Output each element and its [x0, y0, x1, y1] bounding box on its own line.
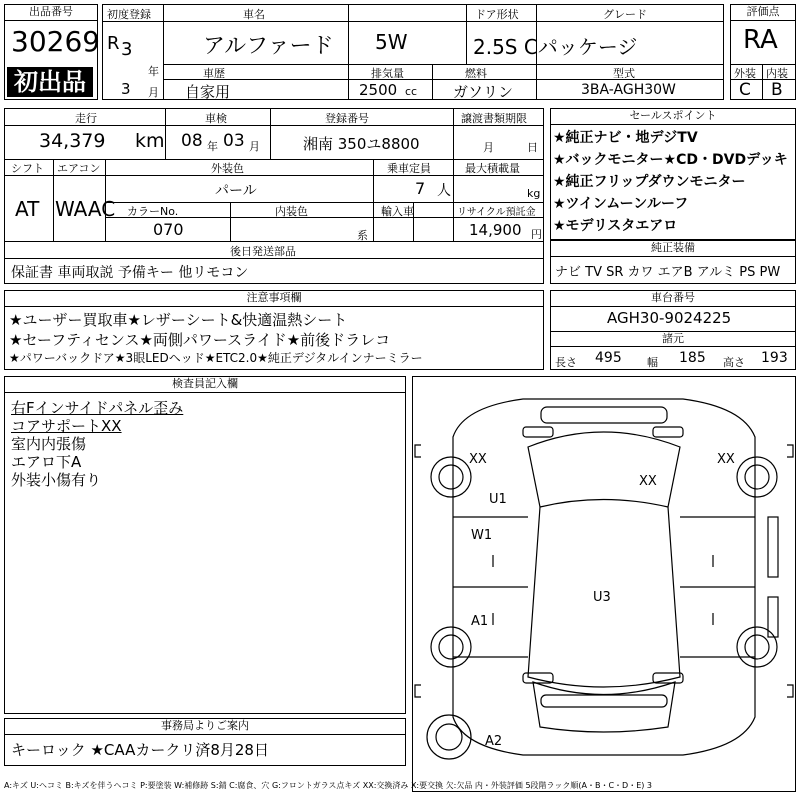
capacity-label: 乗車定員: [387, 162, 431, 175]
fuel: ガソリン: [453, 83, 514, 101]
interior-grade: B: [771, 80, 783, 100]
recycle-label: リサイクル預託金: [457, 207, 536, 218]
inspector-line: 外装小傷有り: [11, 471, 102, 489]
height-value: 193: [761, 350, 788, 366]
lot-label: 出品番号: [5, 5, 97, 21]
lot-box: [4, 4, 101, 100]
inspector-box: [4, 376, 406, 714]
notes-box: [4, 290, 544, 370]
car-diagram: [413, 377, 795, 791]
inspector-line: コアサポートXX: [11, 417, 122, 435]
details-box: [4, 108, 544, 284]
displacement-label: 排気量: [371, 67, 404, 80]
inspection-label: 車検: [205, 112, 227, 125]
displacement: 2500: [359, 81, 398, 99]
rating-label: 評価点: [731, 5, 795, 21]
color-no-value: 070: [153, 220, 184, 239]
damage-mark: U3: [593, 590, 611, 605]
plate-value: 湘南 350ユ8800: [303, 135, 420, 153]
sales-point-item: ★ツインムーンルーフ: [553, 196, 689, 212]
damage-mark: XX: [717, 452, 735, 467]
equipment-label: 純正装備: [551, 241, 795, 257]
reg-month: 3: [121, 80, 131, 98]
damage-mark: A2: [485, 734, 503, 749]
office-value: キーロック ★CAAカークリ済8月28日: [11, 741, 269, 759]
later-parts-label: 後日発送部品: [230, 245, 296, 258]
mileage-unit: km: [135, 130, 165, 152]
length-label: 長さ: [555, 356, 577, 369]
rating-score: RA: [743, 25, 778, 55]
load-unit: kg: [527, 187, 541, 200]
door-label: ドア形状: [475, 8, 519, 21]
model: 3BA-AGH30W: [581, 82, 676, 98]
inspection-year: 08: [181, 131, 203, 151]
recycle-value: 14,900: [469, 221, 522, 239]
load-label: 最大積載量: [465, 162, 520, 175]
displacement-unit: cc: [405, 85, 418, 98]
door-type: 5W: [375, 30, 408, 54]
car-name: アルファード: [203, 34, 334, 59]
exterior-label: 外装: [734, 67, 756, 80]
length-value: 495: [595, 350, 622, 366]
capacity-value: 7: [415, 179, 426, 198]
office-box: [4, 718, 406, 766]
color-label: 外装色: [211, 162, 244, 175]
capacity-unit: 人: [437, 183, 451, 199]
transfer-month-unit: 月: [483, 141, 494, 154]
main-info-box: [102, 4, 724, 100]
registration-label: 初度登録: [107, 8, 151, 21]
history: 自家用: [185, 83, 231, 101]
reg-month-unit: 月: [148, 86, 159, 99]
inspection-year-unit: 年: [207, 140, 218, 153]
model-label: 型式: [613, 67, 635, 80]
notes-label: 注意事項欄: [5, 291, 543, 307]
inspector-line: 右Fインサイドパネル歪み: [11, 399, 184, 417]
damage-mark: W1: [471, 528, 493, 543]
mileage-value: 34,379: [39, 130, 106, 152]
damage-mark: A1: [471, 614, 489, 629]
damage-mark: U1: [489, 492, 507, 507]
grade-label: グレード: [603, 8, 647, 21]
shift-value: AT: [15, 197, 40, 221]
inspection-month: 03: [223, 131, 245, 151]
width-value: 185: [679, 350, 706, 366]
height-label: 高さ: [723, 356, 745, 369]
notes-line: ★ユーザー買取車★レザーシート&快適温熱シート: [9, 311, 348, 329]
lot-number: 30269: [11, 25, 101, 58]
interior-unit: 系: [357, 229, 368, 242]
reg-era: R: [107, 33, 120, 54]
equipment-value: ナビ TV SR カワ エアB アルミ PS PW: [555, 265, 781, 280]
transfer-label: 譲渡書類期限: [461, 112, 527, 125]
inspector-line: 室内内張傷: [11, 435, 87, 453]
office-label: 事務局よりご案内: [5, 719, 405, 735]
plate-label: 登録番号: [325, 112, 369, 125]
rating-box: [730, 4, 796, 100]
import-label: 輸入車: [381, 205, 414, 218]
interior-color-label: 内装色: [275, 205, 308, 218]
ac-value: WAAC: [55, 197, 116, 221]
sales-point-item: ★バックモニター★CD・DVDデッキ: [553, 152, 788, 168]
dimensions-label: 諸元: [551, 332, 795, 347]
interior-label: 内装: [766, 67, 788, 80]
damage-mark: XX: [639, 474, 657, 489]
grade: 2.5S Cパッケージ: [473, 35, 638, 59]
chassis-box: [550, 290, 796, 370]
history-label: 車歴: [203, 67, 225, 80]
later-parts-value: 保証書 車両取説 予備キー 他リモコン: [11, 265, 249, 281]
transfer-day-unit: 日: [527, 141, 538, 154]
exterior-grade: C: [739, 80, 751, 100]
notes-line: ★パワーバックドア★3眼LEDヘッド★ETC2.0★純正デジタルインナーミラー: [9, 351, 423, 365]
chassis-label: 車台番号: [551, 291, 795, 307]
shift-label: シフト: [11, 162, 44, 175]
reg-year-unit: 年: [148, 65, 159, 78]
equipment-box: [550, 240, 796, 284]
sales-point-item: ★純正フリップダウンモニター: [553, 174, 746, 190]
inspector-line: エアロ下A: [11, 453, 82, 471]
reg-year: 3: [121, 39, 133, 60]
inspection-month-unit: 月: [249, 140, 260, 153]
chassis-value: AGH30-9024225: [607, 309, 732, 327]
sales-point-item: ★モデリスタエアロ: [553, 218, 678, 234]
car-diagram-box: [412, 376, 796, 792]
inspector-label: 検査員記入欄: [5, 377, 405, 393]
damage-mark: XX: [469, 452, 487, 467]
mileage-label: 走行: [75, 112, 97, 125]
color-no-label: カラーNo.: [127, 205, 179, 218]
sales-point-item: ★純正ナビ・地デジTV: [553, 130, 698, 146]
sales-points-box: [550, 108, 796, 240]
sales-points-label: セールスポイント: [551, 109, 795, 125]
first-listing-badge: 初出品: [7, 67, 93, 97]
fuel-label: 燃料: [465, 67, 487, 80]
recycle-unit: 円: [531, 228, 542, 241]
car-name-label: 車名: [243, 8, 265, 21]
color-value: パール: [215, 183, 257, 199]
ac-label: エアコン: [57, 162, 101, 175]
notes-line: ★セーフティセンス★両側パワースライド★前後ドラレコ: [9, 331, 391, 349]
width-label: 幅: [647, 356, 658, 369]
legend-text: A:キズ U:ヘコミ B:キズを伴うヘコミ P:要塗装 W:補修跡 S:錆 C:腐食、穴 G:フロントガラス点キズ XX:交換済み X:要交換 欠:欠品 内・外装評価 5段階ラック順(A・B・C・D・E) 3: [4, 781, 653, 790]
